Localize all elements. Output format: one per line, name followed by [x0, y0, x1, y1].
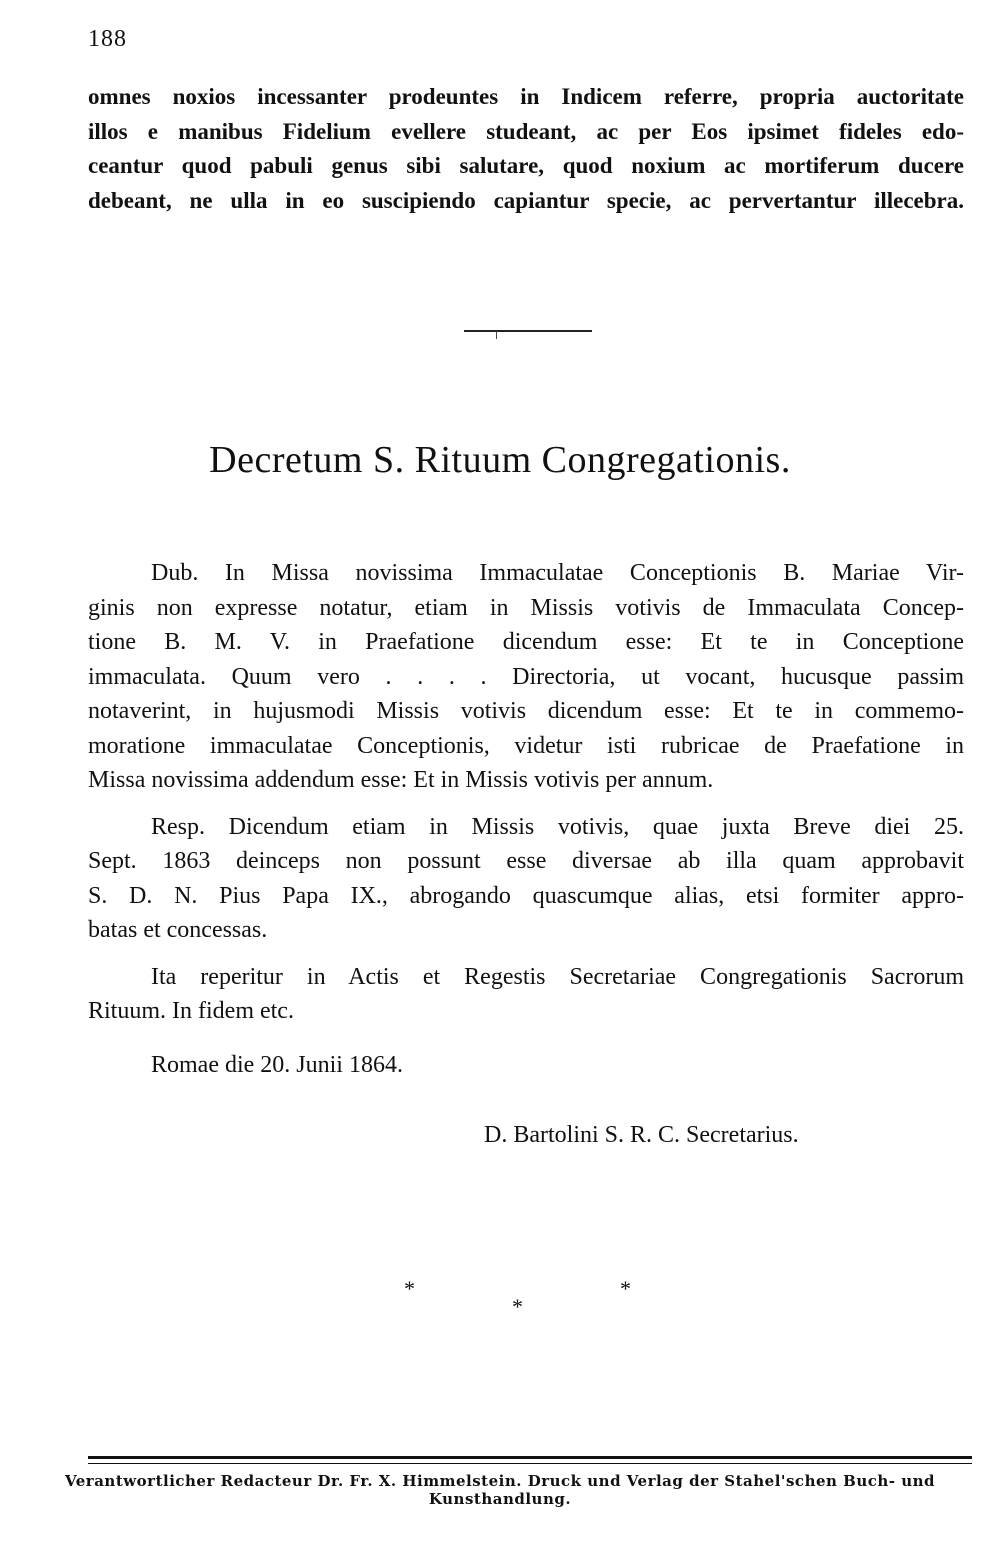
- footer-imprint: Verantwortlicher Redacteur Dr. Fr. X. Himmelstein. Druck und Verlag der Stahel'schen Buch- und Kunsthandlung.: [64, 1472, 936, 1508]
- text-line: moratione immaculatae Conceptionis, videtur isti rubricae de Praefatione in: [88, 732, 964, 759]
- text-line: S. D. N. Pius Papa IX., abrogando quascumque alias, etsi formiter appro-: [88, 882, 964, 909]
- asterism-star-right: *: [620, 1276, 631, 1301]
- text-line: Missa novissima addendum esse: Et in Missis votivis per annum.: [88, 767, 714, 793]
- decree-title: Decretum S. Rituum Congregationis.: [209, 439, 791, 481]
- date-line: Romae die 20. Junii 1864.: [151, 1052, 403, 1078]
- text-line: Rituum. In fidem etc.: [88, 998, 294, 1024]
- text-line: notaverint, in hujusmodi Missis votivis dicendum esse: Et te in commemo-: [88, 698, 964, 724]
- asterism-star-bottom: *: [512, 1294, 523, 1319]
- text-line: debeant, ne ulla in eo suscipiendo capiantur specie, ac pervertantur illecebra.: [88, 187, 964, 213]
- text-line: ginis non expresse notatur, etiam in Missis votivis de Immaculata Concep-: [88, 594, 964, 621]
- section-separator: [464, 330, 592, 332]
- asterism-star-left: *: [404, 1276, 415, 1301]
- text-line: Dub. In Missa novissima Immaculatae Conceptionis B. Mariae Vir-: [151, 560, 964, 586]
- text-line: Sept. 1863 deinceps non possunt esse diversae ab illa quam approbavit: [88, 848, 964, 874]
- top-paragraph: [88, 80, 964, 218]
- text-line: Resp. Dicendum etiam in Missis votivis, quae juxta Breve diei 25.: [151, 813, 964, 840]
- text-line: omnes noxios incessanter prodeuntes in Indicem referre, propria auctoritate: [88, 84, 964, 109]
- text-line: tione B. M. V. in Praefatione dicendum esse: Et te in Conceptione: [88, 629, 964, 655]
- text-line: immaculata. Quum vero . . . . Directoria, ut vocant, hucusque passim: [88, 663, 964, 690]
- text-line: batas et concessas.: [88, 917, 268, 943]
- dubium-paragraph: [88, 556, 964, 798]
- text-line: Ita reperitur in Actis et Regestis Secretariae Congregationis Sacrorum: [151, 963, 964, 990]
- attestation-paragraph: [88, 960, 964, 1029]
- text-line: ceantur quod pabuli genus sibi salutare, quod noxium ac mortiferum ducere: [88, 153, 964, 178]
- page-number: 188: [88, 26, 127, 52]
- footer-rule-thick: [88, 1456, 972, 1459]
- signature: D. Bartolini S. R. C. Secretarius.: [484, 1122, 799, 1148]
- section-separator-tick: [496, 331, 497, 339]
- responsum-paragraph: [88, 810, 964, 948]
- text-line: illos e manibus Fidelium evellere studeant, ac per Eos ipsimet fideles edo-: [88, 118, 964, 144]
- decree-body: [88, 556, 964, 1041]
- footer-rule-thin: [88, 1463, 972, 1464]
